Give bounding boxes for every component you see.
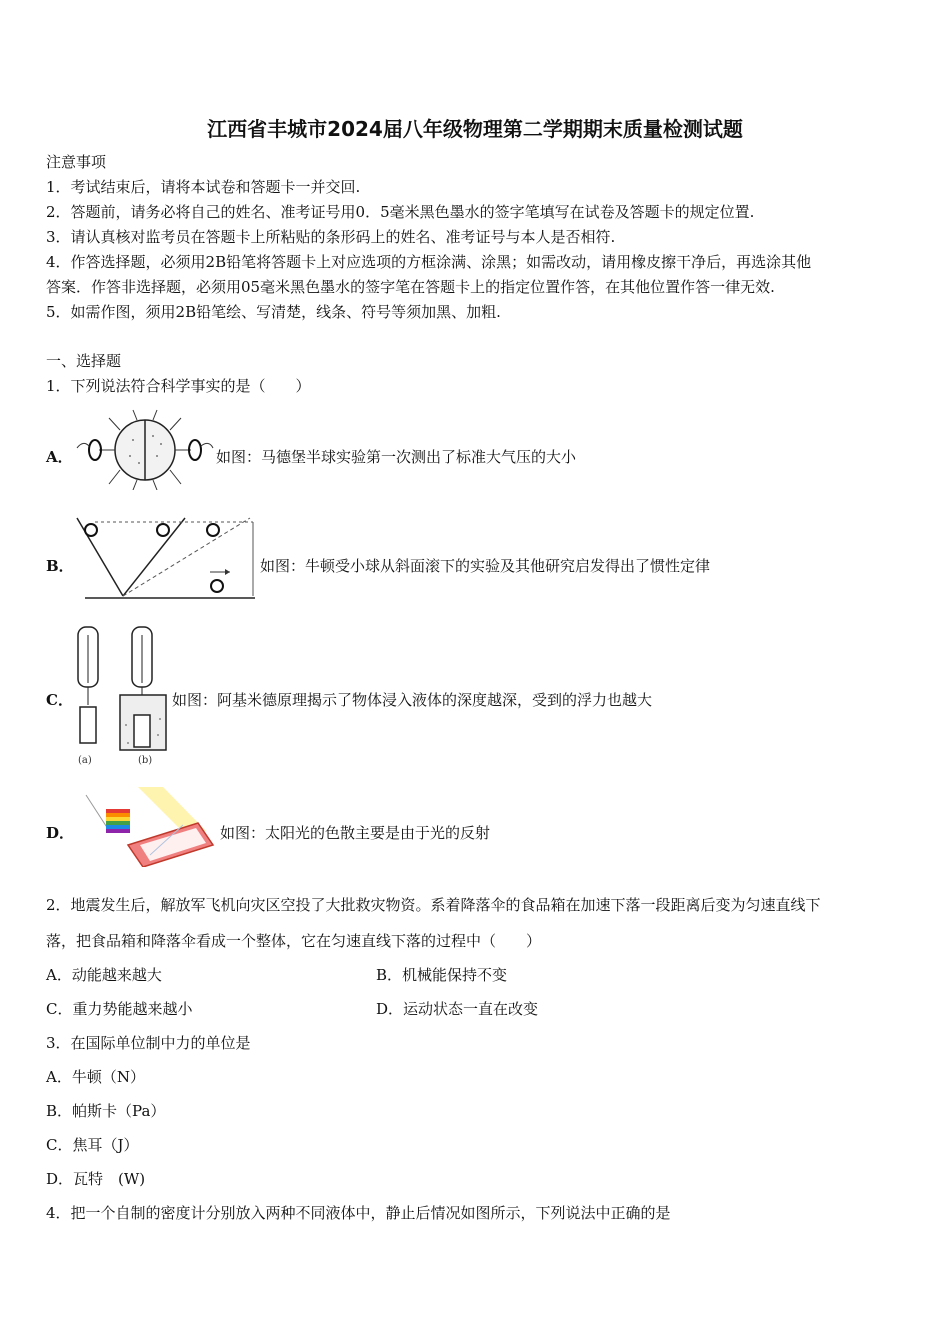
option-c-label: C． [46, 691, 73, 709]
fig-label-b: (b) [138, 755, 153, 766]
q2-option-b: B．机械能保持不变 [376, 966, 508, 984]
fig-label-a: (a) [78, 755, 92, 766]
option-b-label: B． [46, 557, 74, 575]
notice-item: 5．如需作图，须用2B铅笔绘、写清楚，线条、符号等须加黑、加粗. [46, 303, 501, 321]
q2-option-c: C．重力势能越来越小 [46, 1000, 193, 1018]
question-4-stem: 4．把一个自制的密度计分别放入两种不同液体中，静止后情况如图所示，下列说法中正确的是 [46, 1204, 671, 1222]
q2-option-a: A．动能越来越大 [46, 966, 162, 984]
notice-item: 3．请认真核对监考员在答题卡上所粘贴的条形码上的姓名、准考证号与本人是否相符. [46, 228, 616, 246]
notice-heading: 注意事项 [46, 153, 107, 171]
magdeburg-hemispheres-figure [75, 408, 215, 490]
option-d-text: 如图：太阳光的色散主要是由于光的反射 [220, 824, 491, 842]
spring-scale-buoyancy-figure [72, 625, 172, 770]
option-d-label: D． [46, 824, 75, 842]
option-c-text: 如图：阿基米德原理揭示了物体浸入液体的深度越深，受到的浮力也越大 [172, 691, 653, 709]
notice-item: 答案．作答非选择题，必须用05毫米黑色墨水的签字笔在答题卡上的指定位置作答，在其他位置作答一律无效. [46, 278, 775, 296]
question-2-stem: 2．地震发生后，解放军飞机向灾区空投了大批救灾物资。系着降落伞的食品箱在加速下落一段距离后变为匀速直线下 [46, 896, 821, 914]
q3-option-d: D．瓦特 (W) [46, 1170, 146, 1188]
section-heading: 一、选择题 [46, 352, 122, 370]
question-3-stem: 3．在国际单位制中力的单位是 [46, 1034, 251, 1052]
notice-item: 2．答题前，请务必将自己的姓名、准考证号用0．5毫米黑色墨水的签字笔填写在试卷及答题卡的规定位置. [46, 203, 755, 221]
inclined-plane-ball-figure [75, 516, 260, 604]
page-title: 江西省丰城市2024届八年级物理第二学期期末质量检测试题 [207, 117, 743, 141]
q3-option-b: B．帕斯卡（Pa） [46, 1102, 166, 1120]
option-a-text: 如图：马德堡半球实验第一次测出了标准大气压的大小 [216, 448, 577, 466]
notice-item: 1．考试结束后，请将本试卷和答题卡一并交回. [46, 178, 361, 196]
q3-option-c: C．焦耳（J） [46, 1136, 139, 1154]
option-b-text: 如图：牛顿受小球从斜面滚下的实验及其他研究启发得出了惯性定律 [260, 557, 711, 575]
notice-item: 4．作答选择题，必须用2B铅笔将答题卡上对应选项的方框涂满、涂黑；如需改动，请用橡皮擦干净后，再选涂其他 [46, 253, 812, 271]
q3-option-a: A．牛顿（N） [46, 1068, 145, 1086]
option-a-label: A． [46, 448, 73, 466]
question-2-stem: 落，把食品箱和降落伞看成一个整体，它在匀速直线下落的过程中（ ） [46, 932, 542, 950]
question-1-stem: 1．下列说法符合科学事实的是（ ） [46, 377, 311, 395]
light-dispersion-figure [78, 785, 220, 867]
q2-option-d: D．运动状态一直在改变 [376, 1000, 539, 1018]
